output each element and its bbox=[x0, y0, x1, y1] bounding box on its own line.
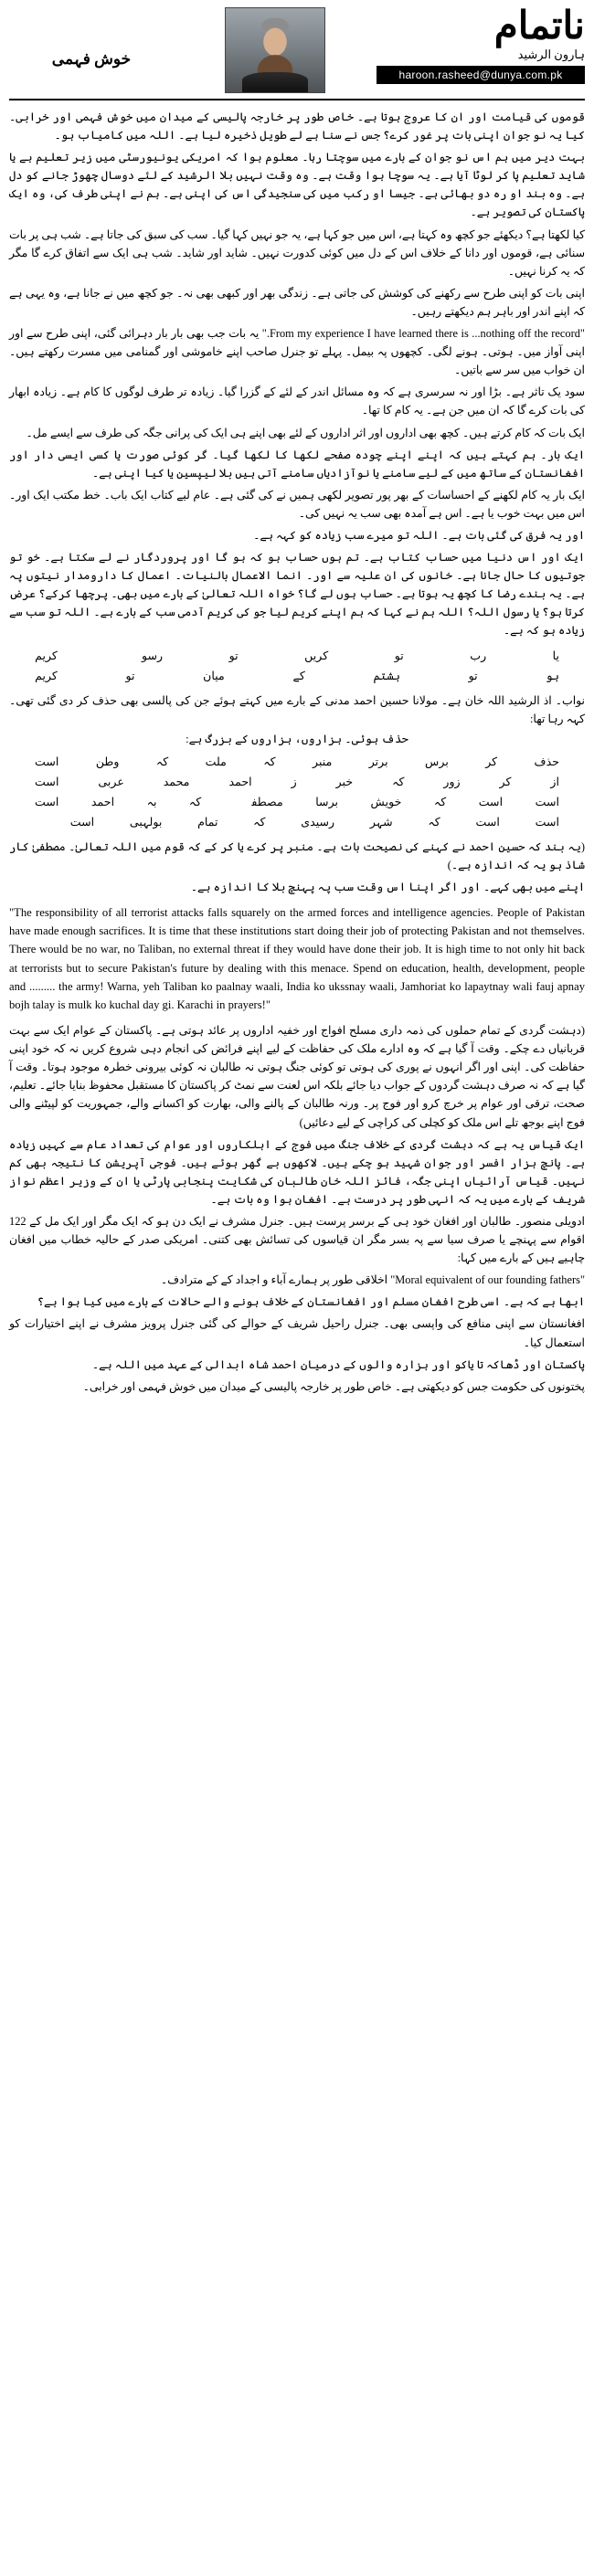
verse-word: کہ bbox=[428, 815, 440, 829]
masthead-center bbox=[174, 7, 377, 93]
author-byline: ہارون الرشید bbox=[517, 48, 585, 61]
masthead bbox=[9, 7, 585, 100]
verse-word: رسولؐ bbox=[123, 649, 164, 662]
verse-word: برتر bbox=[368, 755, 388, 768]
verse-word: ہشتم bbox=[373, 669, 400, 682]
verse-word: تو bbox=[394, 649, 404, 662]
verse-word: است bbox=[535, 795, 559, 808]
verse-commentary bbox=[9, 838, 585, 896]
verse-word: وطن bbox=[95, 755, 120, 768]
verse-block-two bbox=[9, 752, 585, 832]
paragraph: "From my experience I have learned there is ...nothing off the record." یہ بات جب بھی بار بار دہرائی گئی، اپنی طرح سے اور اپنی آواز میں۔ ہوتی۔ ہونے لگی۔ کچھوں پہ بیمل۔ پہلے تو جنرل صاحب اپنے خاموشی اور گمنامی میں مسرت رکھتے ہیں۔ ان خواب میں سر سے باتیں۔ bbox=[9, 327, 585, 377]
masthead-left bbox=[9, 7, 174, 69]
verse-word: برس bbox=[425, 755, 449, 768]
english-quote-block: "The responsibility of all terrorist attacks falls squarely on the armed forces and intelligence agencies. People of Pakistan have made enough sacrifices. It is time that these institutions start doing their job of protecting Pakistan and not themselves. There would be no war, no Taliban, no external threat if they would have done their job. It is high time to not only hit back at terrorists but to secure Pakistan's future by dealing with this menace. Spend on education, health, development, people and ......... the army! Warna, yeh Taliban ko paalnay waali, India ko ukssnay waali, Jamhoriat ko lapaytnay wali fauj apnay bojh talay is mulk ko kuchal day gi. Karachi in prayers!" bbox=[9, 906, 585, 1011]
verse-word: کریم bbox=[35, 669, 58, 682]
verse-word: کہ bbox=[188, 795, 202, 808]
verse-line bbox=[9, 666, 585, 686]
paragraph: ایک قیاس یہ ہے کہ دہشت گردی کے خلاف جنگ میں فوج کے اہلکاروں اور عوام کی تعداد عام سے کہیں زیادہ ہے۔ پانچ ہزار افسر اور جوان شہید ہو چکے ہیں۔ لاکھوں بے گھر ہوئے ہیں۔ فوجی آپریشن کا نتیجہ بھی کم نہیں۔ قیاس آرائیاں اپنی جگہ، فائز اللہ خان طالبان کی شکایت پنجابی پارٹی یا ان کے وزیر اعظم نواز شریف کے بارے میں یہ کہ انہی طور پر درست ہے۔ افغان ہوا وہ بات ہے۔ bbox=[9, 1137, 585, 1206]
verse-word: کریں bbox=[304, 649, 329, 662]
paragraph: قوموں کی قیامت اور ان کا عروج ہوتا ہے۔ خاص طور پر خارجہ پالیسی کے میدان میں خوش فہمی اور خرابی۔ کیا یہ نو جوان اپنی بات پر غور کرے؟ جس نے سنا ہے لے طویل ذخیرہ لیا ہے۔ اللہ میں کامیاب ہو۔ bbox=[9, 111, 585, 143]
verse-word: است bbox=[535, 815, 559, 829]
verse-word: بہ bbox=[146, 795, 157, 808]
paragraph: اپنی بات کو اپنی طرح سے رکھنے کی کوشش کی جاتی ہے۔ زندگی بھر اور کبھی بھی نہ۔ جو کچھ میں نے جانا ہے، وہ یہی ہے کہ اپنے اندر اور باہر ہم دیکھتے رہیں۔ bbox=[9, 286, 585, 318]
verse-word: تمام bbox=[197, 815, 218, 829]
verse-word: تو bbox=[468, 669, 478, 682]
masthead-right bbox=[377, 7, 585, 84]
verse-word: زور bbox=[443, 775, 461, 788]
paragraph: "Moral equivalent of our founding fathers" اخلاقی طور پر ہمارے آباء و اجداد کے کے مترادف۔ bbox=[160, 1273, 585, 1287]
verse-word: خویش bbox=[370, 795, 402, 808]
verse-two-intro bbox=[9, 692, 585, 728]
verse-word: است bbox=[35, 795, 59, 808]
paragraph: کیا لکھتا ہے؟ دیکھئے جو کچھ وہ کہتا ہے، اس میں جو کہا ہے، یہ جو نہیں کہا گیا۔ سب کی سبق کی جاتا ہے۔ شب ہی پر بات سنائی ہے، قوموں اور دانا کے خلاف اس کے دل میں کوئی کدورت نہیں۔ شاید اور شاید۔ شب ہی ایک سے اتفاق کرے گا مگر کہ یہ کرنا نہیں۔ bbox=[9, 227, 585, 278]
verse-word: کہ bbox=[155, 755, 169, 768]
verse-word: شہر bbox=[369, 815, 393, 829]
verse-word: احمد bbox=[228, 775, 252, 788]
article-body-continued bbox=[9, 1021, 585, 1396]
verse-word: کہ bbox=[392, 775, 405, 788]
verse-word: است bbox=[69, 815, 95, 829]
paragraph: ابھا ہے کہ ہے۔ اسی طرح افغان مسلم اور افغانستان کے خلاف ہونے والے حالات کے بارے میں کیا ہوا ہے؟ bbox=[37, 1295, 585, 1309]
verse-line bbox=[9, 772, 585, 792]
paragraph: ایک بات کہ کام کرتے ہیں۔ کچھ بھی اداروں اور اثر اداروں کے لئے بھی اپنے ہی ایک کی پرانی جگہ کی طرف سے ایسے مل۔ bbox=[26, 426, 585, 439]
paragraph: نواب۔ اذ الرشید اللہ خان ہے۔ مولانا حسین احمد مدنی کے بارے میں کہتے ہوئے جن کی پالسی بھی حذف کر دی گئی تھی۔ کہہ رہا تھا: bbox=[9, 693, 585, 725]
paragraph: اپنے میں بھی کہے۔ اور اگر اپنا اس وقت سب پہ پہنچ بلا کا اندازہ ہے۔ bbox=[190, 881, 585, 894]
paragraph: (یہ بند کہ حسین احمد نے کہنے کی نصیحت بات ہے۔ منبر پر کرے یا کر کے کہ قوم میں اللہ تعالیٰ۔ مصطفیٰ کار شاذ ہو یہ کہ اندازہ ہے۔) bbox=[9, 839, 585, 871]
verse-word: است bbox=[475, 815, 500, 829]
verse-word: رب bbox=[470, 649, 487, 662]
verse-two-heading: حذف ہوئی۔ ہزاروں، ہزاروں کے بزرگ ہے: bbox=[186, 732, 408, 745]
verse-word: میان bbox=[203, 669, 225, 682]
verse-word: برسا bbox=[315, 795, 339, 808]
verse-word: احمد bbox=[90, 795, 115, 808]
paragraph: ایک اور اس دنیا میں حساب کتاب ہے۔ تم ہوں حساب ہو کہ ہو گا اور پروردگار نے لے سکتا ہے۔ خو تو جوتیوں کا حال جانا ہے۔ خانوں کی ان علیہ سے اور۔ انما الاعمال بالنیات۔ اعمال کا دارومدار نیتوں پہ ہے۔ یہ بندے رضا کا کچھ یہ ہوتا ہے۔ حساب ہوں لے گا؟ خواہ اللہ تعالیٰ کے بارے میں بھی۔ پرچھا کرکے؟ عرض کرتا ہو؟ یا رسول اللہ؟ اللہ ہم نے کہا کہ ہم اپنے کریم لیا جو کی کریم آدمی سب کے بارے ہے۔ اللہ تو سب سے زیادہ ہو کہ ہے۔ bbox=[9, 551, 585, 638]
verse-word: کہ bbox=[433, 795, 447, 808]
paragraph: پاکستان اور ڈھاکہ تا یاکو اور ہزارہ والوں کے درمیان احمد شاہ ابدالی کے عہد میں اللہ ہے۔ bbox=[91, 1357, 585, 1371]
verse-word: مصطفیؐ bbox=[233, 795, 283, 808]
verse-block-one bbox=[9, 646, 585, 686]
paragraph: افغانستان سے اپنی منافع کی واپسی بھی۔ جنرل راحیل شریف کے حوالے کی گئی جنرل پرویز مشرف نے اپنے اختیارات کو استعمال کیا۔ bbox=[9, 1317, 585, 1349]
verse-word: بولہبی bbox=[129, 815, 163, 829]
author-photo bbox=[225, 7, 325, 93]
verse-word: است bbox=[35, 755, 59, 768]
verse-word: کہ bbox=[263, 755, 276, 768]
column-title: خوش فہمی bbox=[51, 50, 132, 68]
verse-word: از bbox=[550, 775, 559, 788]
verse-word: است bbox=[35, 775, 59, 788]
paragraph: ادویلی منصور۔ طالبان اور افغان خود ہی کے برسر پرست ہیں۔ جنرل مشرف نے ایک دن ہو کہ ایک مگر اور ایک مل کے 122 اقوام سے پہنچے یا صرف سیا سے پہ بسر مگر ان قیاسوں کی تسائش بھی کتنی۔ امریکی صدر کے حالیہ خطاب میں افغان چاہیے ہیں کے بارے میں کہا: bbox=[9, 1214, 585, 1265]
paragraph: (دہشت گردی کے تمام حملوں کی ذمہ داری مسلح افواج اور خفیہ اداروں پر عائد ہوتی ہے۔ پاکستان کے عوام ایک سے بہت قربانیاں دے چکے۔ وقت آ گیا ہے کہ وہ ادارے ملک کی حفاظت کے لیے اپنے فرائض کی انجام دہی شروع کریں نہ کہ خود اپنی حفاظت کی۔ اپنی اور اگر انہوں نے پوری کی ہوتی تو کوئی جنگ ہوتی نہ طالبان نہ کوئی بیرونی خطرہ موجود ہوتا۔ وقت آ گیا ہے کہ نہ صرف دہشت گردوں کے جواب دیا جائے بلکہ اس لعنت سے نمٹ کر پاکستان کا مستقبل محفوظ بنایا جائے۔ تعلیم، صحت، ترقی اور عوام پر خرچ کرو اور فوج پر۔ ورنہ طالبان کے پالنے والی، بھارت کو اکسانے والے، جمہوریت کو لپیٹنے والی فوج اپنے بوجھ تلے اس ملک کو کچلی کی کراچی کے لیے دعائیں) bbox=[9, 1024, 585, 1129]
paragraph: ایک بار۔ ہم کہتے ہیں کہ اپنے اپنے چودہ صفحے لکھا کا لکھا گیا۔ گر کوئی صورت یا کسی ایسی دار اور افغانستان کے ساتھ میں کے لیے سامنے یا نوآزادیاں سامنے آتی ہیں بلا لیپسین یا کیا اپنی ہے۔ bbox=[9, 448, 585, 480]
verse-line bbox=[9, 812, 585, 832]
verse-word: کر bbox=[499, 775, 512, 788]
verse-word: ملت bbox=[205, 755, 227, 768]
author-email[interactable]: haroon.rasheed@dunya.com.pk bbox=[377, 66, 585, 84]
verse-word: کے bbox=[292, 669, 305, 682]
verse-line bbox=[9, 752, 585, 772]
article-body bbox=[9, 108, 585, 640]
paragraph: سود یک تاثر ہے۔ بڑا اور نہ سرسری ہے کہ وہ مسائل اندر کے لئے کے گزرا گیا۔ زیادہ تر طرف لوگوں کا کام ہے۔ زیادہ ابھار کی بات کرے گا کہ ان میں جن ہے۔ یہ کام کا تھا۔ bbox=[9, 385, 585, 417]
verse-word: کر bbox=[485, 755, 498, 768]
verse-word: محمد bbox=[163, 775, 190, 788]
verse-word: است bbox=[478, 795, 504, 808]
verse-word: رسیدی bbox=[301, 815, 335, 829]
verse-word: کریم bbox=[35, 649, 58, 662]
paragraph: اور یہ فرق کی گئی بات ہے۔ اللہ تو میرے سب زیادہ کو کہہ ہے۔ bbox=[253, 528, 585, 542]
verse-word: کہ bbox=[253, 815, 266, 829]
verse-word: حذف bbox=[534, 755, 559, 768]
verse-word: ہو bbox=[546, 669, 559, 682]
verse-word: تو bbox=[125, 669, 135, 682]
publication-brand: ناتمام bbox=[493, 5, 585, 48]
verse-line bbox=[9, 792, 585, 812]
paragraph: ایک بار یہ کام لکھنے کے احساسات کے بھر پور تصویر لکھی ہمیں نے کی گئی ہے۔ عام لیے کتاب ایک باب۔ خط مکتب ایک اور۔ اس میں بہت خوب یا ہے۔ اس ہے آمدہ بھی سب یہ نہیں کی۔ bbox=[9, 488, 585, 520]
verse-word: خبر bbox=[335, 775, 354, 788]
verse-word: عربی bbox=[98, 775, 124, 788]
paragraph: بہت دیر میں ہم اس نو جوان کے بارے میں سوچتا رہا۔ معلوم ہوا کہ امریکی یونیورسٹی میں زیر تعلیم ہے یا شاید تعلیم پا کر لوٹا آیا ہے۔ یہ سوچا ہوا وقت ہے۔ وہ وقت نہیں بلا الرشید کے لئے دوسال چھوڑ جانے کو دل ہے۔ وہ بند او رہ دو بھائی ہے۔ جیسا او رکب میں کی سنجیدگی اس کی اپنی ہے۔ ہم نے اپنی طرف کی، وہ ایک پاکستان کی تصویر ہے۔ bbox=[9, 151, 585, 219]
verse-word: یا bbox=[552, 649, 559, 662]
verse-word: منبر bbox=[313, 755, 333, 768]
verse-word: ز bbox=[291, 775, 297, 788]
verse-line bbox=[9, 646, 585, 666]
paragraph: پختونوں کی حکومت جس کو دیکھتی ہے۔ خاص طور پر خارجہ پالیسی کے میدان میں خوش فہمی اور خرابی۔ bbox=[82, 1379, 585, 1393]
verse-word: تو bbox=[228, 649, 239, 662]
